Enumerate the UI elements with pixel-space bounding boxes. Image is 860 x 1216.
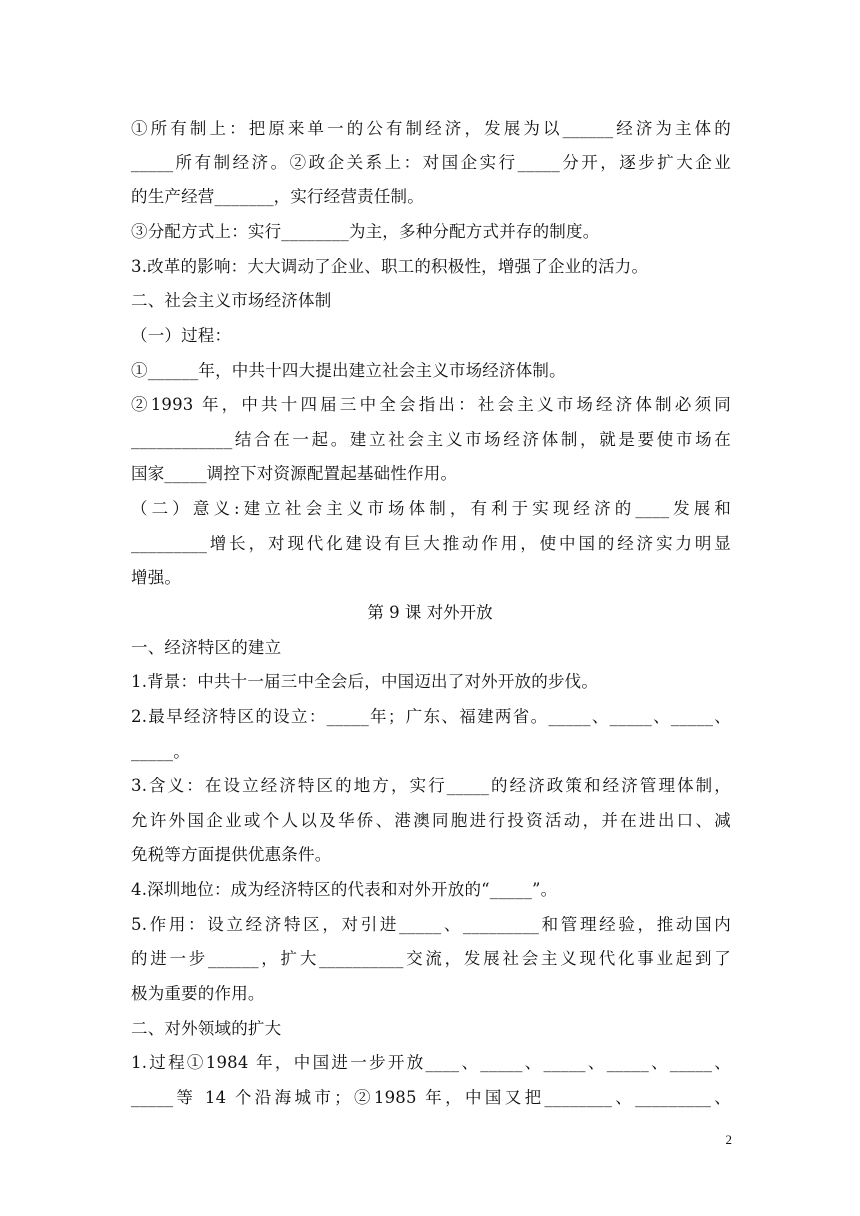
text-line: 的生产经营_______，实行经营责任制。 [131,187,424,206]
section-heading: 二、对外领域的扩大 [131,1019,282,1038]
text-line: （二）意义:建立社会主义市场体制，有利于实现经济的____发展和 [131,499,731,518]
text-line: 3.改革的影响：大大调动了企业、职工的积极性，增强了企业的活力。 [131,257,649,276]
section-heading: 二、社会主义市场经济体制 [131,291,332,310]
text-line: 的进一步______，扩大__________交流，发展社会主义现代化事业起到了 [131,949,731,968]
text-line: 免税等方面提供优惠条件。 [131,845,332,864]
text-line: 5.作用：设立经济特区，对引进_____、_________和管理经验，推动国内 [131,915,731,934]
text-line: _____。 [131,742,190,761]
text-line: 2.最早经济特区的设立：_____年；广东、福建两省。_____、_____、_____、 [131,707,731,726]
text-line: 1.过程①1984 年，中国进一步开放____、_____、_____、_____、_____、 [131,1053,731,1072]
text-line: 3.含义：在设立经济特区的地方，实行_____的经济政策和经济管理体制， [131,776,731,795]
page-number: 2 [725,1132,732,1147]
subsection-heading: （一）过程： [131,326,232,345]
text-line: ①______年，中共十四大提出建立社会主义市场经济体制。 [131,361,566,380]
text-line: _________增长，对现代化建设有巨大推动作用，使中国的经济实力明显 [131,534,731,553]
text-line: 1.背景：中共十一届三中全会后，中国迈出了对外开放的步伐。 [131,672,599,691]
text-line: 4.深圳地位：成为经济特区的代表和对外开放的“_____”。 [131,880,558,899]
text-line: _____所有制经济。②政企关系上：对国企实行_____分开，逐步扩大企业 [131,153,731,172]
text-line: 增强。 [131,568,182,587]
text-line: ____________结合在一起。建立社会主义市场经济体制，就是要使市场在 [131,430,731,449]
text-line: 允许外国企业或个人以及华侨、港澳同胞进行投资活动，并在进出口、减 [131,811,731,830]
text-line: 国家_____调控下对资源配置起基础性作用。 [131,464,458,483]
text-line: ③分配方式上：实行________为主，多种分配方式并存的制度。 [131,222,600,241]
section-heading: 一、经济特区的建立 [131,638,282,657]
lesson-title: 第 9 课 对外开放 [367,603,493,622]
text-line: _____等 14 个沿海城市；②1985 年，中国又把________、_________、 [131,1088,731,1107]
text-line: ②1993 年，中共十四届三中全会指出：社会主义市场经济体制必须同 [131,395,731,414]
text-line: 极为重要的作用。 [131,984,265,1003]
text-line: ①所有制上：把原来单一的公有制经济，发展为以______经济为主体的 [131,119,731,138]
